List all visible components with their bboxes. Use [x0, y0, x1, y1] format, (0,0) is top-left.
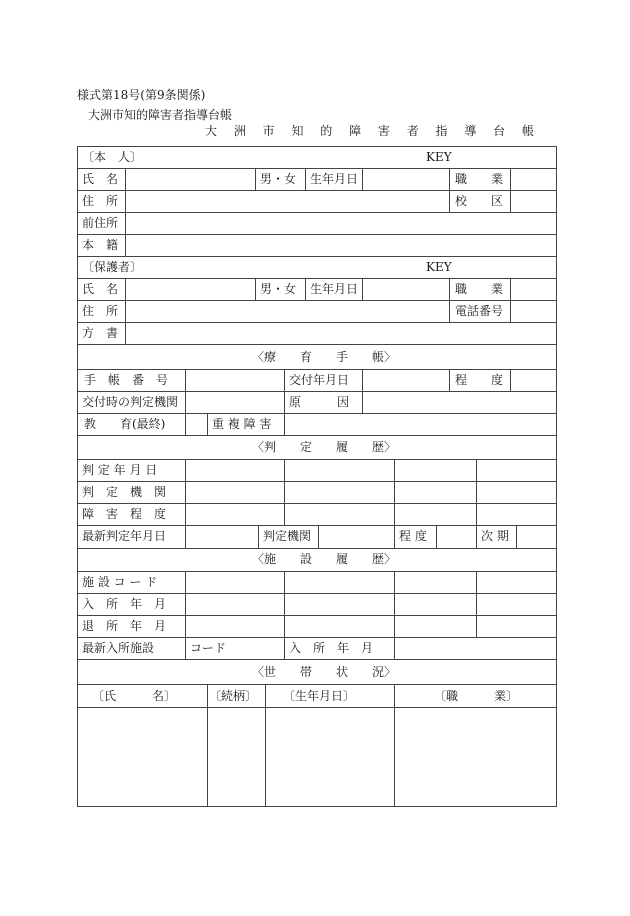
guardian-key-label: KEY — [426, 260, 452, 274]
column-rule — [449, 278, 450, 322]
guardian-occupation-label: 職 業 — [455, 282, 504, 296]
person-school-district-label: 校 区 — [455, 194, 504, 208]
column-rule — [510, 168, 511, 212]
judgment-history-heading: 〈判 定 履 歴〉 — [252, 440, 397, 454]
latest-admission-label: 入 所 年 月 — [289, 641, 374, 655]
facility-discharge-label: 退 所 年 月 — [82, 619, 167, 633]
household-column-relation: 〔続柄〕 — [209, 689, 258, 703]
facility-history-heading: 〈施 設 履 歴〉 — [252, 552, 397, 566]
ryoiku-techo-heading: 〈療 育 手 帳〉 — [252, 350, 397, 364]
outer-border-left — [77, 146, 78, 806]
column-rule — [476, 459, 477, 525]
next-term-label: 次 期 — [481, 529, 509, 543]
row-rule — [77, 344, 557, 345]
techo-cause-label: 原 因 — [289, 395, 350, 409]
row-rule — [77, 806, 557, 807]
person-section-label: 〔本 人〕 — [82, 150, 143, 164]
guardian-address-label: 住 所 — [82, 304, 119, 318]
row-rule — [77, 707, 557, 708]
column-rule — [284, 369, 285, 413]
person-domicile-label: 本 籍 — [82, 238, 119, 252]
latest-judgment-agency-label: 判定機関 — [263, 529, 312, 543]
guardian-sex-label: 男・女 — [260, 282, 297, 296]
household-column-name: 〔氏 名〕 — [92, 689, 177, 703]
guardian-birthdate-label: 生年月日 — [310, 282, 359, 296]
column-rule — [185, 413, 186, 435]
column-rule — [207, 413, 208, 435]
column-rule — [284, 571, 285, 637]
column-rule — [305, 168, 306, 190]
row-rule — [77, 659, 557, 660]
row-rule — [77, 212, 557, 213]
person-key-label: KEY — [426, 150, 452, 164]
column-rule — [362, 168, 363, 190]
column-rule — [394, 571, 395, 637]
column-rule — [284, 459, 285, 525]
column-rule — [125, 278, 126, 344]
household-column-occupation: 〔職 業〕 — [434, 689, 519, 703]
techo-education-label: 教 育(最終) — [84, 417, 166, 431]
column-rule — [125, 168, 126, 256]
techo-multiple-disability-label: 重 複 障 害 — [212, 417, 272, 431]
column-rule — [185, 637, 186, 659]
person-address-label: 住 所 — [82, 194, 119, 208]
techo-number-label: 手 帳 番 号 — [84, 373, 169, 387]
person-birthdate-label: 生年月日 — [310, 172, 359, 186]
column-rule — [510, 278, 511, 322]
techo-judging-agency-label: 交付時の判定機関 — [82, 395, 179, 409]
facility-code-label: 施 設 コ ー ド — [82, 575, 158, 589]
column-rule — [510, 369, 511, 391]
guardian-contact-label: 方 書 — [82, 326, 119, 340]
column-rule — [185, 369, 186, 413]
row-rule — [77, 146, 557, 147]
column-rule — [516, 525, 517, 548]
person-name-label: 氏 名 — [82, 172, 119, 186]
household-heading: 〈世 帯 状 況〉 — [252, 665, 397, 679]
judgment-date-label: 判 定 年 月 日 — [82, 463, 158, 477]
techo-issue-date-label: 交付年月日 — [289, 373, 350, 387]
column-rule — [258, 525, 259, 548]
column-rule — [265, 684, 266, 806]
latest-facility-label: 最新入所施設 — [82, 641, 155, 655]
column-rule — [476, 525, 477, 548]
guardian-phone-label: 電話番号 — [455, 304, 504, 318]
techo-degree-label: 程 度 — [455, 373, 504, 387]
column-rule — [394, 684, 395, 806]
column-rule — [255, 168, 256, 190]
column-rule — [362, 369, 363, 413]
latest-judgment-date-label: 最新判定年月日 — [82, 529, 167, 543]
column-rule — [476, 571, 477, 637]
column-rule — [185, 571, 186, 637]
row-rule — [77, 234, 557, 235]
guardian-name-label: 氏 名 — [82, 282, 119, 296]
judgment-degree-label: 障 害 程 度 — [82, 507, 167, 521]
outer-border-right — [556, 146, 557, 806]
column-rule — [284, 637, 285, 659]
column-rule — [207, 684, 208, 806]
column-rule — [185, 459, 186, 525]
column-rule — [449, 369, 450, 391]
column-rule — [185, 525, 186, 548]
form-number: 様式第18号(第9条関係) — [77, 88, 206, 102]
ledger-subtitle: 大洲市知的障害者指導台帳 — [88, 108, 233, 122]
column-rule — [394, 525, 395, 548]
judgment-agency-label: 判 定 機 関 — [82, 485, 167, 499]
person-occupation-label: 職 業 — [455, 172, 504, 186]
column-rule — [284, 413, 285, 435]
column-rule — [436, 525, 437, 548]
facility-admission-label: 入 所 年 月 — [82, 597, 167, 611]
column-rule — [449, 168, 450, 212]
column-rule — [362, 278, 363, 300]
guardian-section-label: 〔保護者〕 — [82, 260, 143, 274]
column-rule — [318, 525, 319, 548]
person-sex-label: 男・女 — [260, 172, 297, 186]
column-rule — [394, 637, 395, 659]
column-rule — [394, 459, 395, 525]
household-column-birthdate: 〔生年月日〕 — [283, 689, 356, 703]
person-previous-address-label: 前住所 — [82, 216, 119, 230]
latest-facility-code-label: コード — [190, 641, 227, 655]
column-rule — [305, 278, 306, 300]
row-rule — [77, 256, 557, 257]
column-rule — [255, 278, 256, 300]
row-rule — [77, 322, 557, 323]
latest-judgment-degree-label: 程 度 — [399, 529, 427, 543]
ledger-title: 大 洲 市 知 的 障 害 者 指 導 台 帳 — [205, 124, 541, 138]
